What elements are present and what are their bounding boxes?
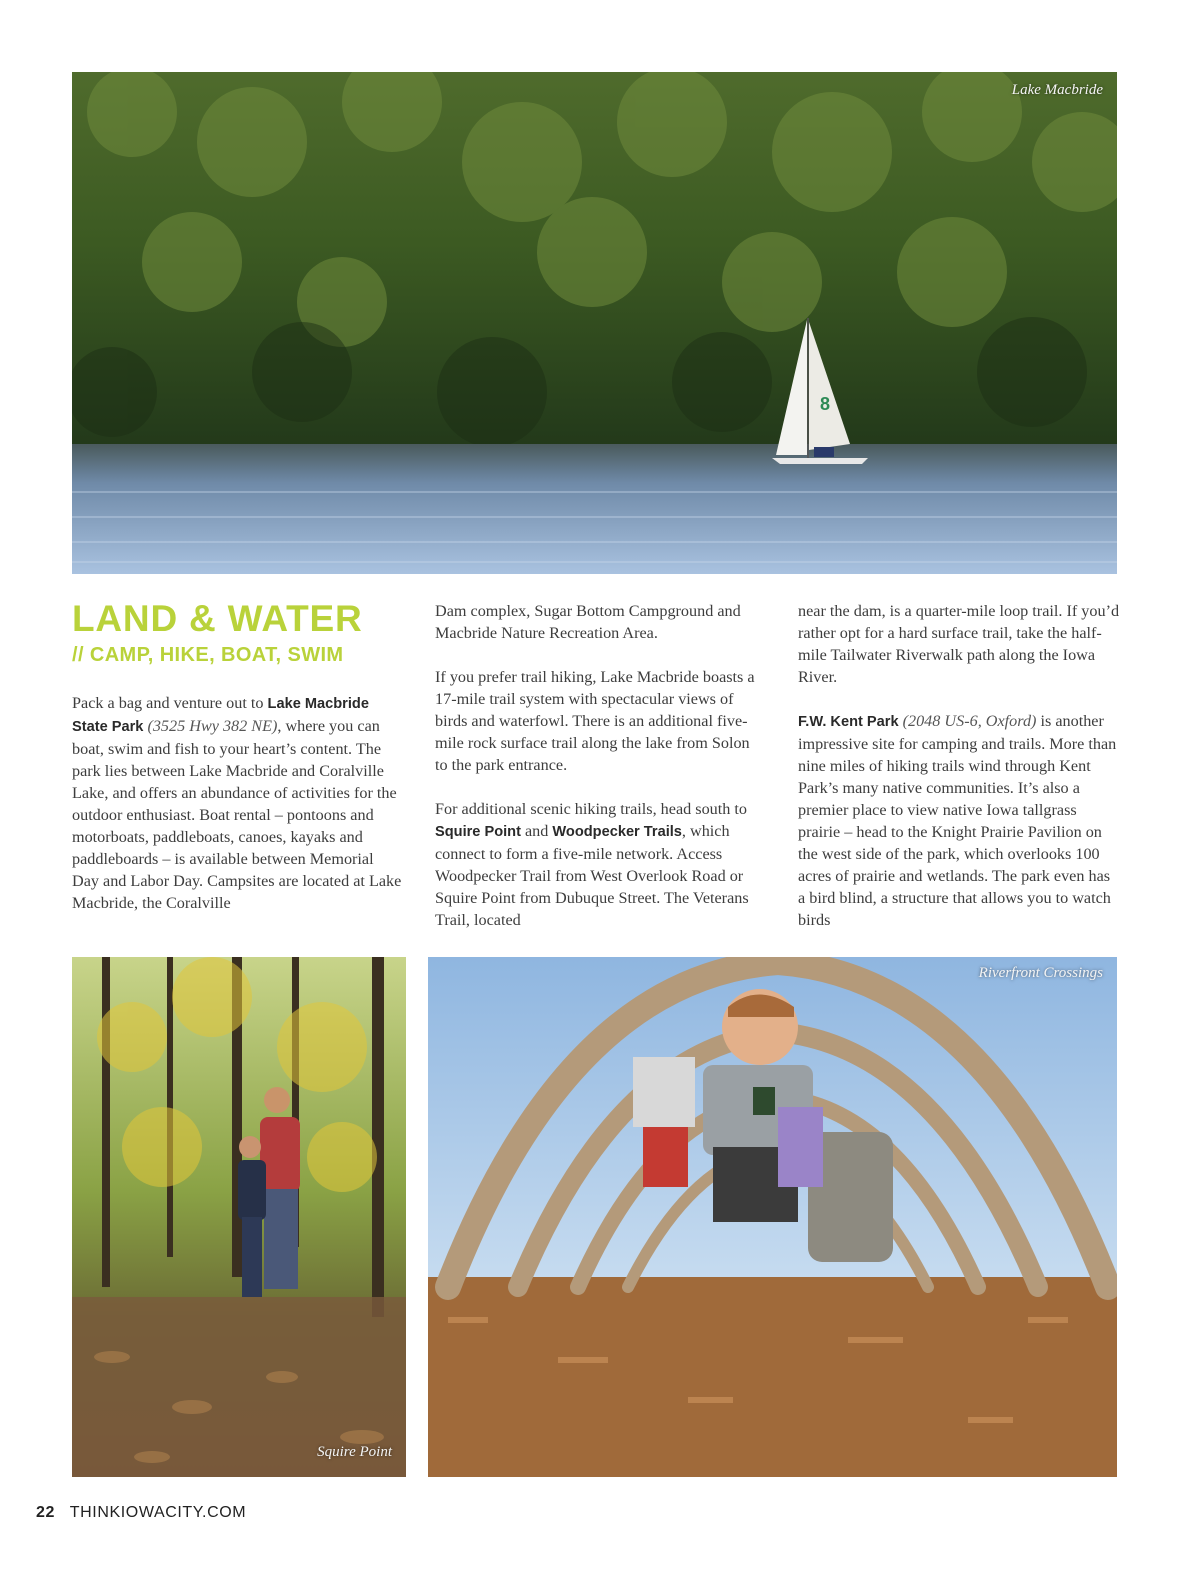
article-column-3 bbox=[798, 600, 1120, 931]
article-paragraph bbox=[435, 798, 760, 931]
page-footer bbox=[36, 1504, 246, 1522]
photo-squire-point bbox=[72, 957, 406, 1477]
photo-caption: Squire Point bbox=[317, 1444, 392, 1460]
sailboat-lake-image bbox=[72, 72, 1117, 574]
article-paragraph bbox=[72, 692, 402, 914]
paragraph-text: is another impressive site for camping and trails. More than nine miles of hiking trails wind through Kent Park’s many native communities. It’s also a premier place to view native Iowa tallgrass prairie – head to the Knight Prairie Pavilion on the west side of the park, which overlooks 100 acres of prairie and wetlands. The park even has a bird blind, a structure that allows you to watch birds bbox=[798, 712, 1117, 929]
place-name: Woodpecker Trails bbox=[552, 824, 682, 840]
paragraph-text: , which connect to form a five-mile network. Access Woodpecker Trail from West Overlook Road or Squire Point from Dubuque Street. The Veterans Trail, located bbox=[435, 822, 749, 929]
place-name: F.W. Kent Park bbox=[798, 714, 899, 730]
page-number: 22 bbox=[36, 1504, 55, 1521]
hero-photo-lake-macbride bbox=[72, 72, 1117, 574]
svg-text:8: 8 bbox=[820, 394, 831, 414]
article-paragraph: Dam complex, Sugar Bottom Campground and Macbride Nature Recreation Area. bbox=[435, 602, 741, 642]
article-paragraph: near the dam, is a quarter-mile loop trail. If you’d rather opt for a hard surface trail, take the half-mile Tailwater Riverwalk path along the Iowa River. bbox=[798, 602, 1120, 686]
article-column-2 bbox=[435, 600, 760, 931]
article-column-1 bbox=[72, 600, 402, 914]
photo-caption: Lake Macbride bbox=[1011, 82, 1103, 98]
paragraph-text: For additional scenic hiking trails, head south to bbox=[435, 800, 748, 818]
section-heading: LAND & WATER bbox=[72, 598, 363, 639]
article-paragraph bbox=[798, 710, 1120, 931]
child-playground-image bbox=[428, 957, 1117, 1477]
paragraph-text: Pack a bag and venture out to bbox=[72, 694, 268, 712]
section-subheading: // CAMP, HIKE, BOAT, SWIM bbox=[72, 644, 344, 666]
place-address: (2048 US-6, Oxford) bbox=[898, 712, 1037, 730]
photo-caption: Riverfront Crossings bbox=[978, 965, 1103, 981]
hikers-forest-image bbox=[72, 957, 406, 1477]
paragraph-text: and bbox=[520, 822, 553, 840]
article-paragraph: If you prefer trail hiking, Lake Macbride boasts a 17-mile trail system with spectacular views of birds and waterfowl. There is an additional five-mile rock surface trail along the lake from Solon to the park entrance. bbox=[435, 668, 755, 774]
place-address: (3525 Hwy 382 NE) bbox=[143, 717, 278, 735]
site-url[interactable]: THINKIOWACITY.COM bbox=[69, 1504, 247, 1521]
place-name: Squire Point bbox=[435, 824, 521, 840]
place-name: Lake Macbride State Park bbox=[72, 696, 369, 735]
paragraph-text: , where you can boat, swim and fish to your heart’s content. The park lies between Lake Macbride and Coralville Lake, and offers an abundance of activities for the outdoor enthusiast. Boat rental – pontoons and motorboats, paddleboats, canoes, kayaks and paddleboards – is available between Memorial Day and Labor Day. Campsites are located at Lake Macbride, the Coralville bbox=[72, 717, 402, 912]
photo-riverfront-crossings bbox=[428, 957, 1117, 1477]
